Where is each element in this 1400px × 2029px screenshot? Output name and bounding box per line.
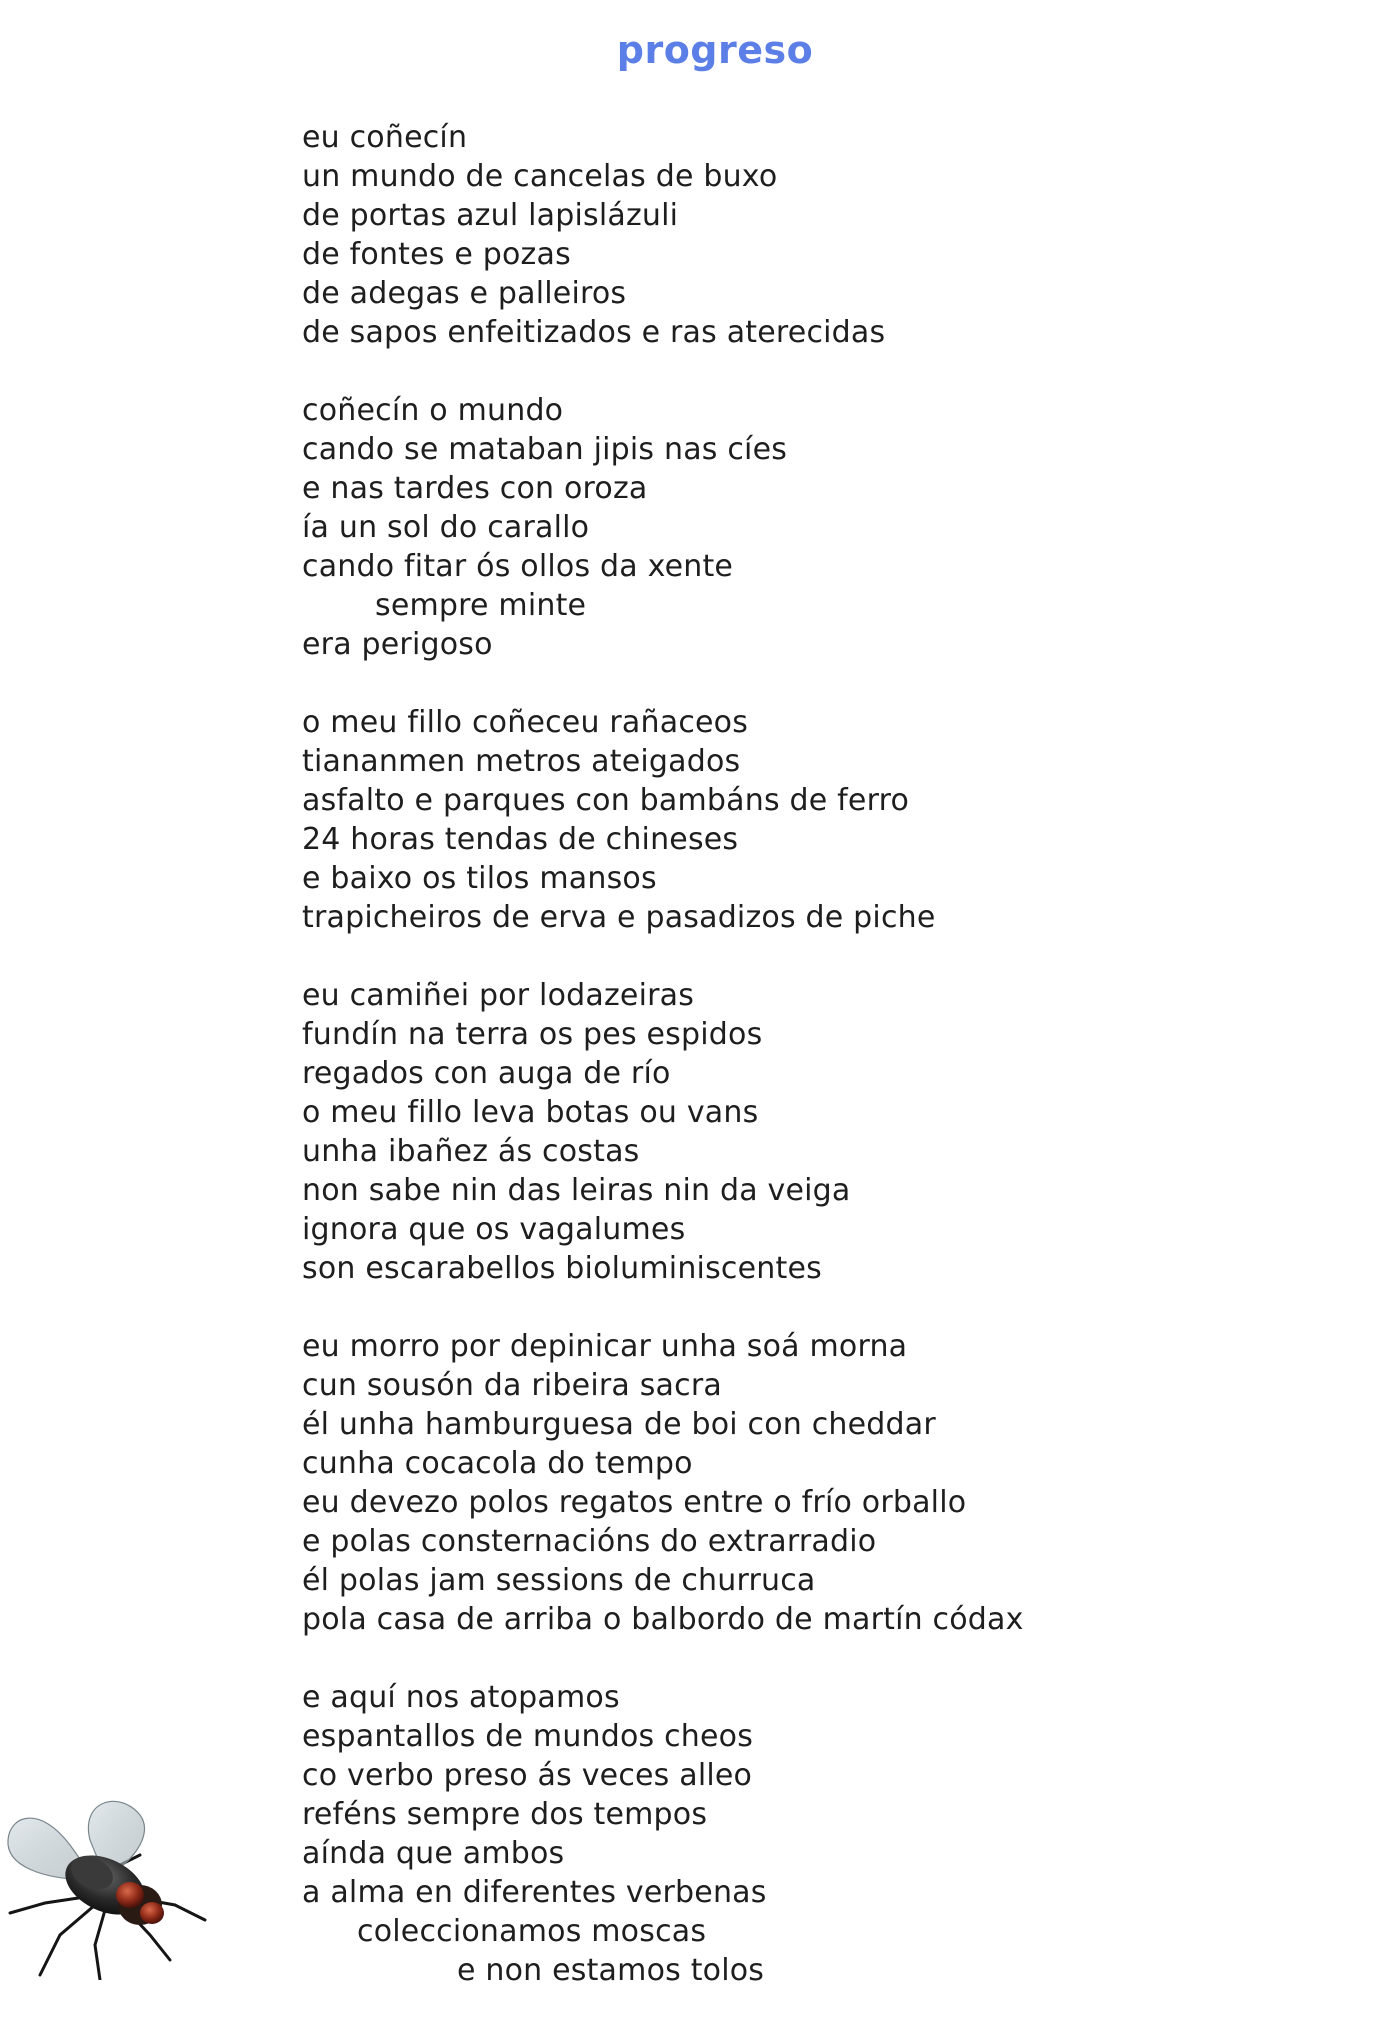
poem-line-indented: sempre minte — [375, 588, 587, 623]
poem-line: o meu fillo leva botas ou vans — [302, 1095, 759, 1130]
poem-line: cando fitar ós ollos da xente — [302, 549, 734, 584]
poem-line: e baixo os tilos mansos — [302, 861, 657, 896]
poem-line: eu camiñei por lodazeiras — [302, 978, 695, 1013]
stanza-1 — [302, 118, 1352, 352]
stanza-4 — [302, 976, 1352, 1288]
poem-line: de fontes e pozas — [302, 237, 571, 272]
poem-line: reféns sempre dos tempos — [302, 1797, 708, 1832]
poem-line: pola casa de arriba o balbordo de martín códax — [302, 1602, 1024, 1637]
poem-line: trapicheiros de erva e pasadizos de piche — [302, 900, 936, 935]
poem-line: cunha cocacola do tempo — [302, 1446, 693, 1481]
poem-line: cando se mataban jipis nas cíes — [302, 432, 788, 467]
poem-line: tiananmen metros ateigados — [302, 744, 741, 779]
poem-line: co verbo preso ás veces alleo — [302, 1758, 753, 1793]
poem-line: de sapos enfeitizados e ras aterecidas — [302, 315, 886, 350]
poem-line: e polas consternacións do extrarradio — [302, 1524, 877, 1559]
poem-line: él unha hamburguesa de boi con cheddar — [302, 1407, 936, 1442]
poem-line: de adegas e palleiros — [302, 276, 627, 311]
poem-line: son escarabellos bioluminiscentes — [302, 1251, 822, 1286]
poem-line: e nas tardes con oroza — [302, 471, 648, 506]
poem-line: asfalto e parques con bambáns de ferro — [302, 783, 909, 818]
poem-line: era perigoso — [302, 627, 493, 662]
poem-line: cun sousón da ribeira sacra — [302, 1368, 722, 1403]
poem-line: unha ibañez ás costas — [302, 1134, 640, 1169]
poem-body — [302, 118, 1352, 2029]
poem-line: non sabe nin das leiras nin da veiga — [302, 1173, 851, 1208]
poem-line: eu morro por depinicar unha soá morna — [302, 1329, 908, 1364]
poem-line: eu devezo polos regatos entre o frío orballo — [302, 1485, 967, 1520]
poem-line: él polas jam sessions de churruca — [302, 1563, 816, 1598]
stanza-2 — [302, 391, 1352, 664]
poem-line: espantallos de mundos cheos — [302, 1719, 754, 1754]
poem-line: un mundo de cancelas de buxo — [302, 159, 778, 194]
poem-line-indented: e non estamos tolos — [457, 1953, 765, 1988]
stanza-3 — [302, 703, 1352, 937]
poem-title: progreso — [616, 28, 814, 72]
poem-line: o meu fillo coñeceu rañaceos — [302, 705, 749, 740]
stanza-5 — [302, 1327, 1352, 1639]
poem-line: e aquí nos atopamos — [302, 1680, 620, 1715]
fly-icon — [0, 1785, 215, 1980]
poem-line: ignora que os vagalumes — [302, 1212, 686, 1247]
poem-line: ía un sol do carallo — [302, 510, 590, 545]
stanza-6 — [302, 1678, 1352, 1990]
poem-line-indented: coleccionamos moscas — [357, 1914, 707, 1949]
poem-line: 24 horas tendas de chineses — [302, 822, 739, 857]
poem-line: aínda que ambos — [302, 1836, 565, 1871]
poem-line: coñecín o mundo — [302, 393, 564, 428]
poem-line: eu coñecín — [302, 120, 468, 155]
poem-line: a alma en diferentes verbenas — [302, 1875, 767, 1910]
poem-line: regados con auga de río — [302, 1056, 671, 1091]
poem-line: fundín na terra os pes espidos — [302, 1017, 763, 1052]
poem-line: de portas azul lapislázuli — [302, 198, 679, 233]
